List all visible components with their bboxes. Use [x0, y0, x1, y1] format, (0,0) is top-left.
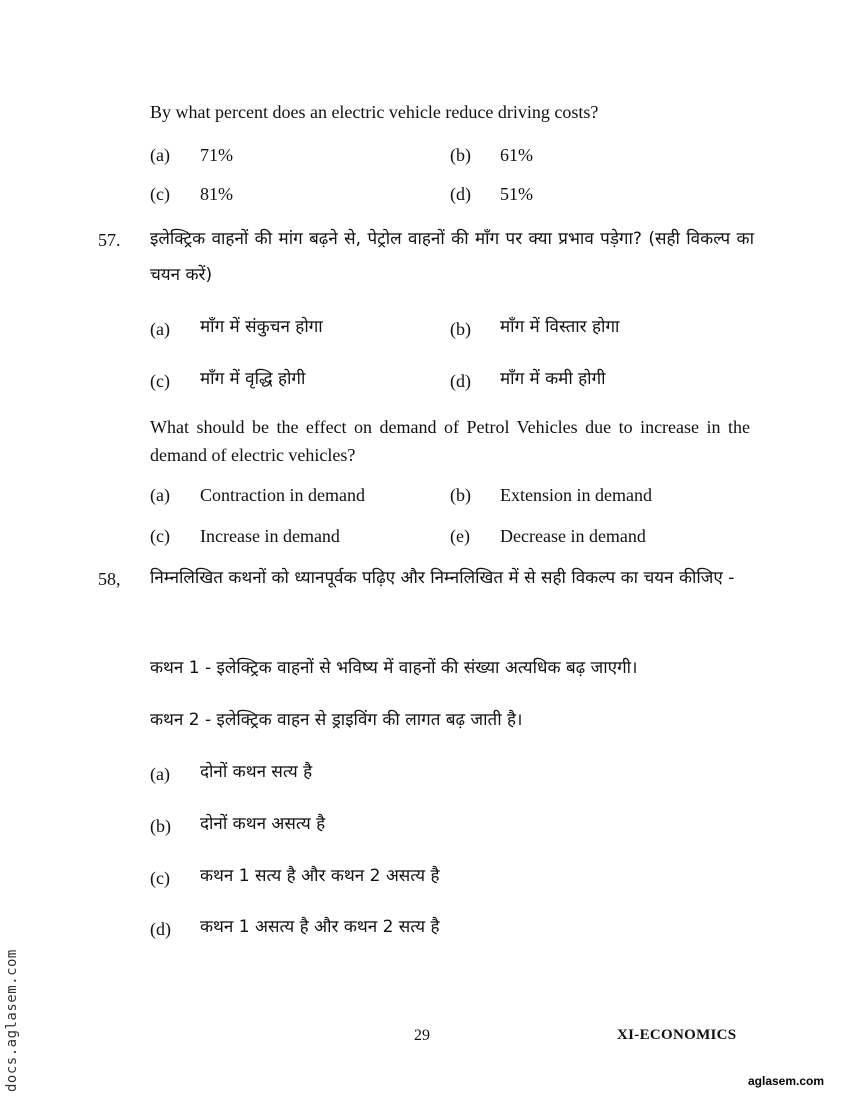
q56-option-d: 51%	[500, 184, 533, 204]
q56-option-c-key: (c)	[150, 184, 170, 204]
q57-hindi-option-b-key: (b)	[450, 319, 471, 339]
q56-option-a: 71%	[200, 145, 233, 165]
q57-hindi-option-c: माँग में वृद्धि होगी	[200, 369, 306, 389]
q58-statement-1: कथन 1 - इलेक्ट्रिक वाहनों से भविष्य में वाहनों की संख्या अत्यधिक बढ़ जाएगी।	[150, 658, 638, 678]
q57-hindi-option-c-key: (c)	[150, 371, 170, 391]
page-number: 29	[414, 1027, 430, 1044]
q57-hindi-option-d: माँग में कमी होगी	[500, 369, 606, 389]
q57-english-option-b: Extension in demand	[500, 485, 652, 505]
side-watermark: docs.aglasem.com	[4, 949, 20, 1092]
q57-english-option-a-key: (a)	[150, 485, 170, 505]
q58-option-b-key: (b)	[150, 816, 171, 836]
q57-english-option-e-key: (e)	[450, 526, 470, 546]
q57-english-option-e: Decrease in demand	[500, 526, 646, 546]
q58-option-b: दोनों कथन असत्य है	[200, 814, 326, 834]
q57-english-question: What should be the effect on demand of Petrol Vehicles due to increase in the demand of electric vehicles?	[150, 417, 750, 465]
q57-english-option-b-key: (b)	[450, 485, 471, 505]
q57-number: 57.	[98, 230, 121, 250]
q57-english-option-a: Contraction in demand	[200, 485, 365, 505]
brand-watermark: aglasem.com	[748, 1074, 825, 1088]
q57-hindi-option-a-key: (a)	[150, 319, 170, 339]
q57-english-option-c: Increase in demand	[200, 526, 340, 546]
q58-option-c: कथन 1 सत्य है और कथन 2 असत्य है	[200, 866, 440, 886]
q56-option-b: 61%	[500, 145, 533, 165]
q56-option-b-key: (b)	[450, 145, 471, 165]
q57-english-option-c-key: (c)	[150, 526, 170, 546]
q58-option-a: दोनों कथन सत्य है	[200, 762, 313, 782]
q56-question: By what percent does an electric vehicle reduce driving costs?	[150, 102, 599, 122]
q58-hindi-question: निम्नलिखित कथनों को ध्यानपूर्वक पढ़िए और निम्नलिखित में से सही विकल्प का चयन कीजिए -	[150, 568, 735, 588]
q58-option-d: कथन 1 असत्य है और कथन 2 सत्य है	[200, 917, 440, 937]
q57-hindi-option-a: माँग में संकुचन होगा	[200, 317, 323, 337]
q58-number: 58,	[98, 569, 121, 589]
q57-hindi-option-d-key: (d)	[450, 371, 471, 391]
q58-option-a-key: (a)	[150, 764, 170, 784]
q56-option-a-key: (a)	[150, 145, 170, 165]
q58-statement-2: कथन 2 - इलेक्ट्रिक वाहन से ड्राइविंग की लागत बढ़ जाती है।	[150, 710, 523, 730]
subject-label: XI-ECONOMICS	[617, 1027, 737, 1043]
q58-option-c-key: (c)	[150, 868, 170, 888]
q57-hindi-question: इलेक्ट्रिक वाहनों की मांग बढ़ने से, पेट्रोल वाहनों की माँग पर क्या प्रभाव पड़ेगा? (सही विकल्प का चयन करें)	[150, 229, 754, 285]
q56-option-c: 81%	[200, 184, 233, 204]
q57-hindi-option-b: माँग में विस्तार होगा	[500, 317, 620, 337]
q56-option-d-key: (d)	[450, 184, 471, 204]
q58-option-d-key: (d)	[150, 919, 171, 939]
